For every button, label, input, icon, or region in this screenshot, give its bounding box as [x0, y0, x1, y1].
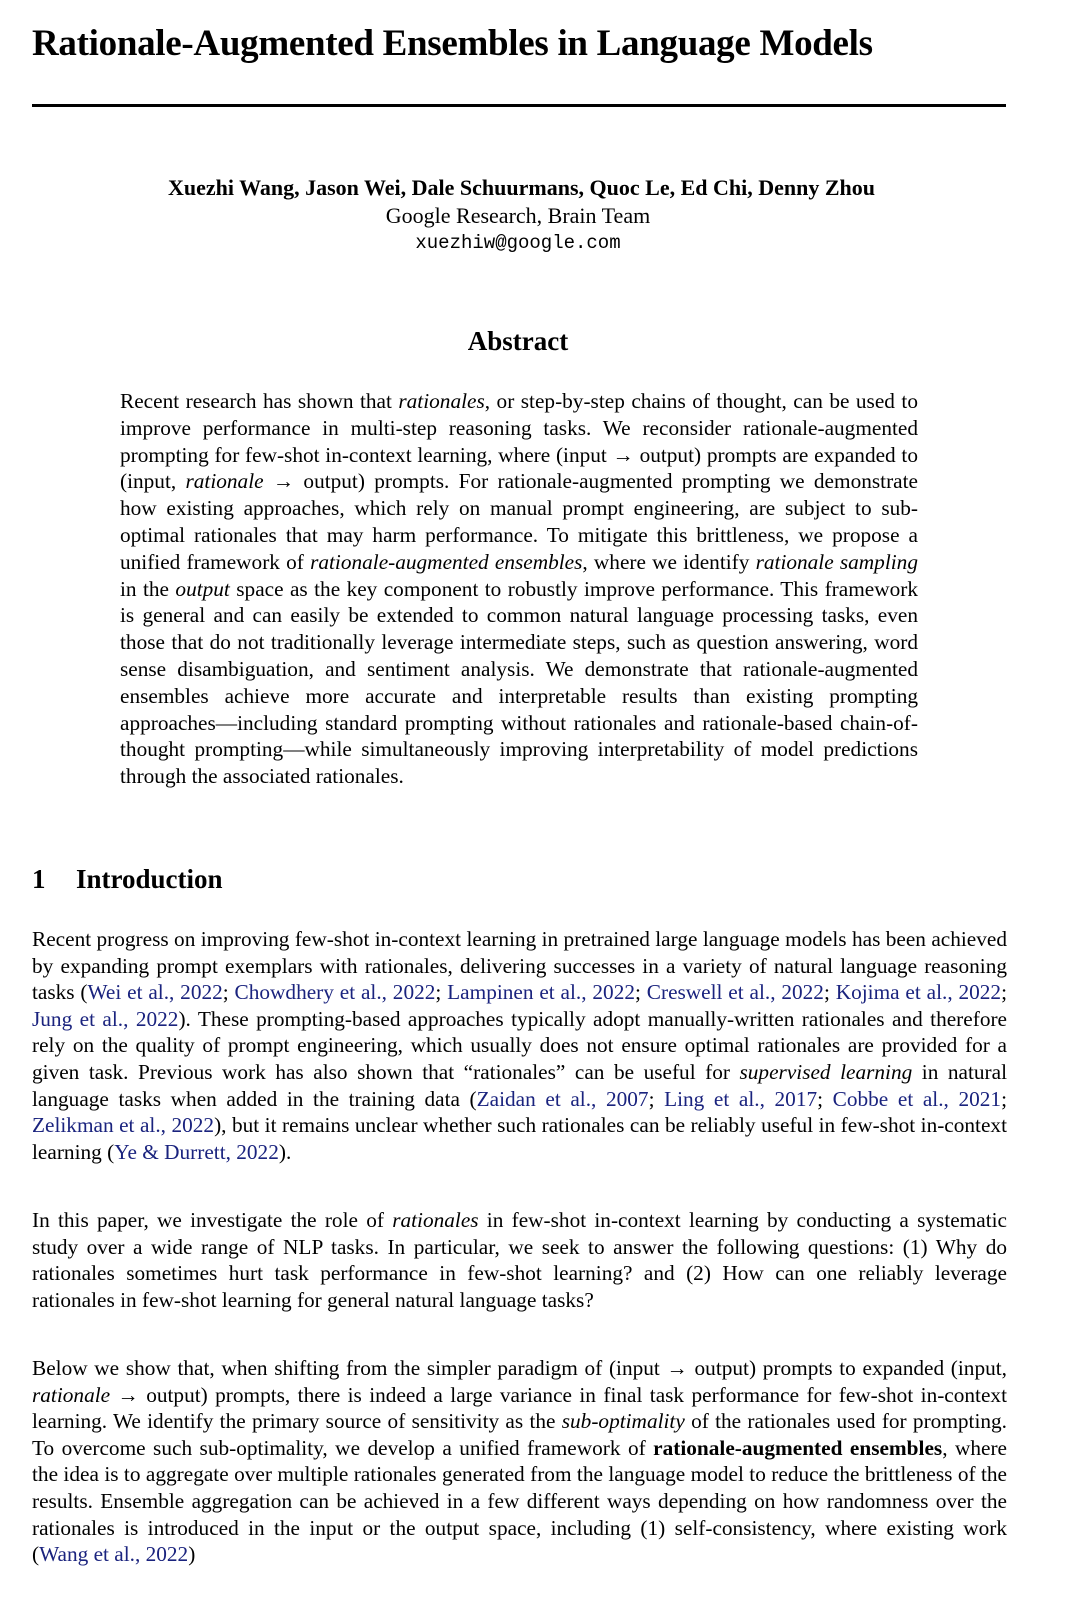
- citation-link[interactable]: Wang et al., 2022: [39, 1542, 189, 1567]
- text-run: Recent progress on improving few-shot in-context learning in pretrained large language models has been achieved by expanding prompt exemplars with rationales, delivering successes in a variety of natural language reasoning tasks (: [32, 927, 1007, 1005]
- text-run: Recent research has shown that: [120, 389, 399, 413]
- citation-link[interactable]: Zelikman et al., 2022: [32, 1113, 215, 1138]
- author-list: Xuezhi Wang, Jason Wei, Dale Schuurmans, Quoc Le, Ed Chi, Denny Zhou: [167, 175, 875, 200]
- text-run: ;: [635, 980, 647, 1005]
- emphasis-text: sub-optimality: [561, 1409, 685, 1434]
- text-run: Below we show that, when shifting from the simpler paradigm of (input → output) prompts to expanded (input,: [32, 1356, 1007, 1380]
- citation-link[interactable]: Lampinen et al., 2022: [447, 980, 635, 1005]
- text-run: ). These prompting-based approaches typically adopt manually-written rationales and therefore rely on the quality of prompt engineering, which usually does not ensure optimal rationales are provided for a given task. Previous work has also shown that “rationales” can be useful for: [32, 1006, 1008, 1084]
- abstract-heading: Abstract: [467, 326, 569, 356]
- emphasis-text: rationale: [32, 1382, 111, 1407]
- affiliation: Google Research, Brain Team: [385, 203, 651, 228]
- text-run: , where the idea is to aggregate over multiple rationales generated from the language model to reduce the brittleness of the results. Ensemble aggregation can be achieved in a few different ways depending on how randomness over the rationales is introduced in the input or the output space, including (1) self-consistency, where existing work (: [32, 1435, 1007, 1567]
- text-run: in the: [120, 576, 176, 601]
- emphasis-text: supervised learning: [739, 1059, 913, 1084]
- text-run: of the rationales used for prompting. To overcome such sub-optimality, we develop a unified framework of: [32, 1409, 1007, 1460]
- title-rule: [32, 104, 1006, 107]
- bold-term: rationale-augmented ensembles: [653, 1435, 943, 1460]
- intro-paragraph-3: [32, 1355, 1007, 1568]
- text-run: → output) prompts. For rationale-augmented prompting we demonstrate how existing approaches, which rely on manual prompt engineering, are subject to sub-optimal rationales that may harm performance. To mitigate this brittleness, we propose a unified framework of: [120, 469, 918, 574]
- citation-link[interactable]: Cobbe et al., 2021: [832, 1086, 1002, 1111]
- text-run: In this paper, we investigate the role of: [32, 1208, 393, 1232]
- section-number: 1: [32, 864, 46, 894]
- text-run: ;: [1001, 980, 1008, 1005]
- text-run: → output) prompts, there is indeed a large variance in final task performance for few-shot in-context learning. We identify the primary source of sensitivity as the: [32, 1382, 1007, 1434]
- author-email: xuezhiw@google.com: [415, 232, 621, 254]
- text-run: ;: [823, 980, 836, 1005]
- section-title: Introduction: [76, 864, 223, 894]
- emphasis-text: rationale: [185, 469, 264, 494]
- citation-link[interactable]: Chowdhery et al., 2022: [234, 980, 436, 1005]
- section-heading-introduction: [32, 864, 223, 895]
- text-run: ;: [435, 980, 448, 1005]
- text-run: ;: [817, 1086, 833, 1111]
- citation-link[interactable]: Creswell et al., 2022: [646, 980, 824, 1005]
- citation-link[interactable]: Zaidan et al., 2007: [476, 1086, 649, 1111]
- emphasis-text: rationale-augmented ensembles: [310, 549, 583, 574]
- citation-link[interactable]: Jung et al., 2022: [32, 1006, 179, 1031]
- citation-link[interactable]: Ling et al., 2017: [664, 1086, 818, 1111]
- text-run: ), but it remains unclear whether such rationales can be reliably useful in few-shot in-context learning (: [32, 1113, 1007, 1164]
- text-run: in natural language tasks when added in the training data (: [32, 1059, 1008, 1111]
- text-run: ;: [1001, 1086, 1007, 1111]
- citation-link[interactable]: Wei et al., 2022: [87, 980, 223, 1005]
- text-run: , where we identify: [582, 549, 756, 574]
- paper-title: Rationale-Augmented Ensembles in Language Models: [32, 23, 873, 64]
- emphasis-text: rationale sampling: [755, 549, 918, 574]
- emphasis-text: output: [175, 576, 230, 601]
- intro-paragraph-2: [32, 1207, 1007, 1313]
- emphasis-text: rationales: [398, 389, 485, 413]
- citation-link[interactable]: Kojima et al., 2022: [835, 980, 1002, 1005]
- emphasis-text: rationales: [392, 1208, 479, 1232]
- text-run: , or step-by-step chains of thought, can be used to improve performance in multi-step reasoning tasks. We reconsider rationale-augmented prompting for few-shot in-context learning, where (input → output) prompts are expanded to (input,: [120, 389, 918, 494]
- abstract-body: [120, 388, 918, 790]
- intro-paragraph-1: [32, 926, 1007, 1165]
- text-run: ;: [222, 980, 235, 1005]
- text-run: in few-shot in-context learning by conducting a systematic study over a wide range of NLP tasks. In particular, we seek to answer the following questions: (1) Why do rationales sometimes hurt task performance in few-shot learning? and (2) How can one reliably leverage rationales in few-shot learning for general natural language tasks?: [32, 1208, 1007, 1312]
- text-run: ): [188, 1542, 196, 1567]
- text-run: space as the key component to robustly improve performance. This framework is general and can easily be extended to common natural language processing tasks, even those that do not traditionally leverage intermediate steps, such as question answering, word sense disambiguation, and sentiment analysis. We demonstrate that rationale-augmented ensembles achieve more accurate and interpretable results than existing prompting approaches—including standard prompting without rationales and rationale-based chain-of-thought prompting—while simultaneously improving interpretability of model predictions through the associated rationales.: [120, 576, 919, 789]
- text-run: ;: [648, 1086, 665, 1111]
- text-run: ).: [278, 1139, 292, 1164]
- citation-link[interactable]: Ye & Durrett, 2022: [114, 1139, 279, 1164]
